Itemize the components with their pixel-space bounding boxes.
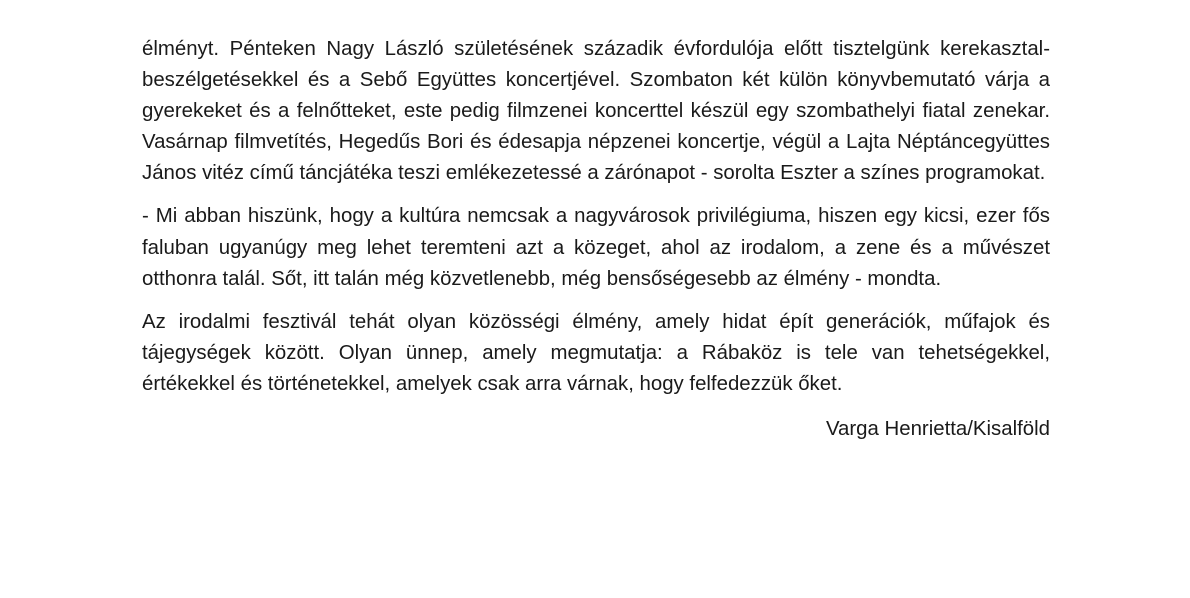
- paragraph-quote: - Mi abban hiszünk, hogy a kultúra nemcsak a nagyvárosok privilégiuma, hiszen egy kicsi, ezer fős faluban ugyanúgy meg lehet teremteni azt a közeget, ahol az irodalom, a zene és a művészet otthonra talál. Sőt, itt talán még közvetlenebb, még bensőségesebb az élmény - mondta.: [142, 205, 1050, 290]
- byline: Varga Henrietta/Kisalföld: [825, 418, 1050, 441]
- article-body: [142, 34, 1050, 457]
- paragraph-conclusion: Az irodalmi fesztivál tehát olyan közösségi élmény, amely hidat épít generációk, műfajok és tájegységek között. Olyan ünnep, amely megmutatja: a Rábaköz is tele van tehetségekkel, értékekkel és történetekkel, amelyek csak arra várnak, hogy felfedezzük őket.: [142, 310, 1050, 395]
- paragraph-program: élményt. Pénteken Nagy László születésének századik évfordulója előtt tisztelgünk kerekasztal-beszélgetésekkel és a Sebő Együttes koncertjével. Szombaton két külön könyvbemutató várja a gyerekeket és a felnőtteket, este pedig filmzenei koncerttel készül egy szombathelyi fiatal zenekar. Vasárnap filmvetítés, Hegedűs Bori és édesapja népzenei koncertje, végül a Lajta Néptáncegyüttes János vitéz című táncjátéka teszi emlékezetessé a zárónapot - sorolta Eszter a színes programokat.: [142, 38, 1050, 185]
